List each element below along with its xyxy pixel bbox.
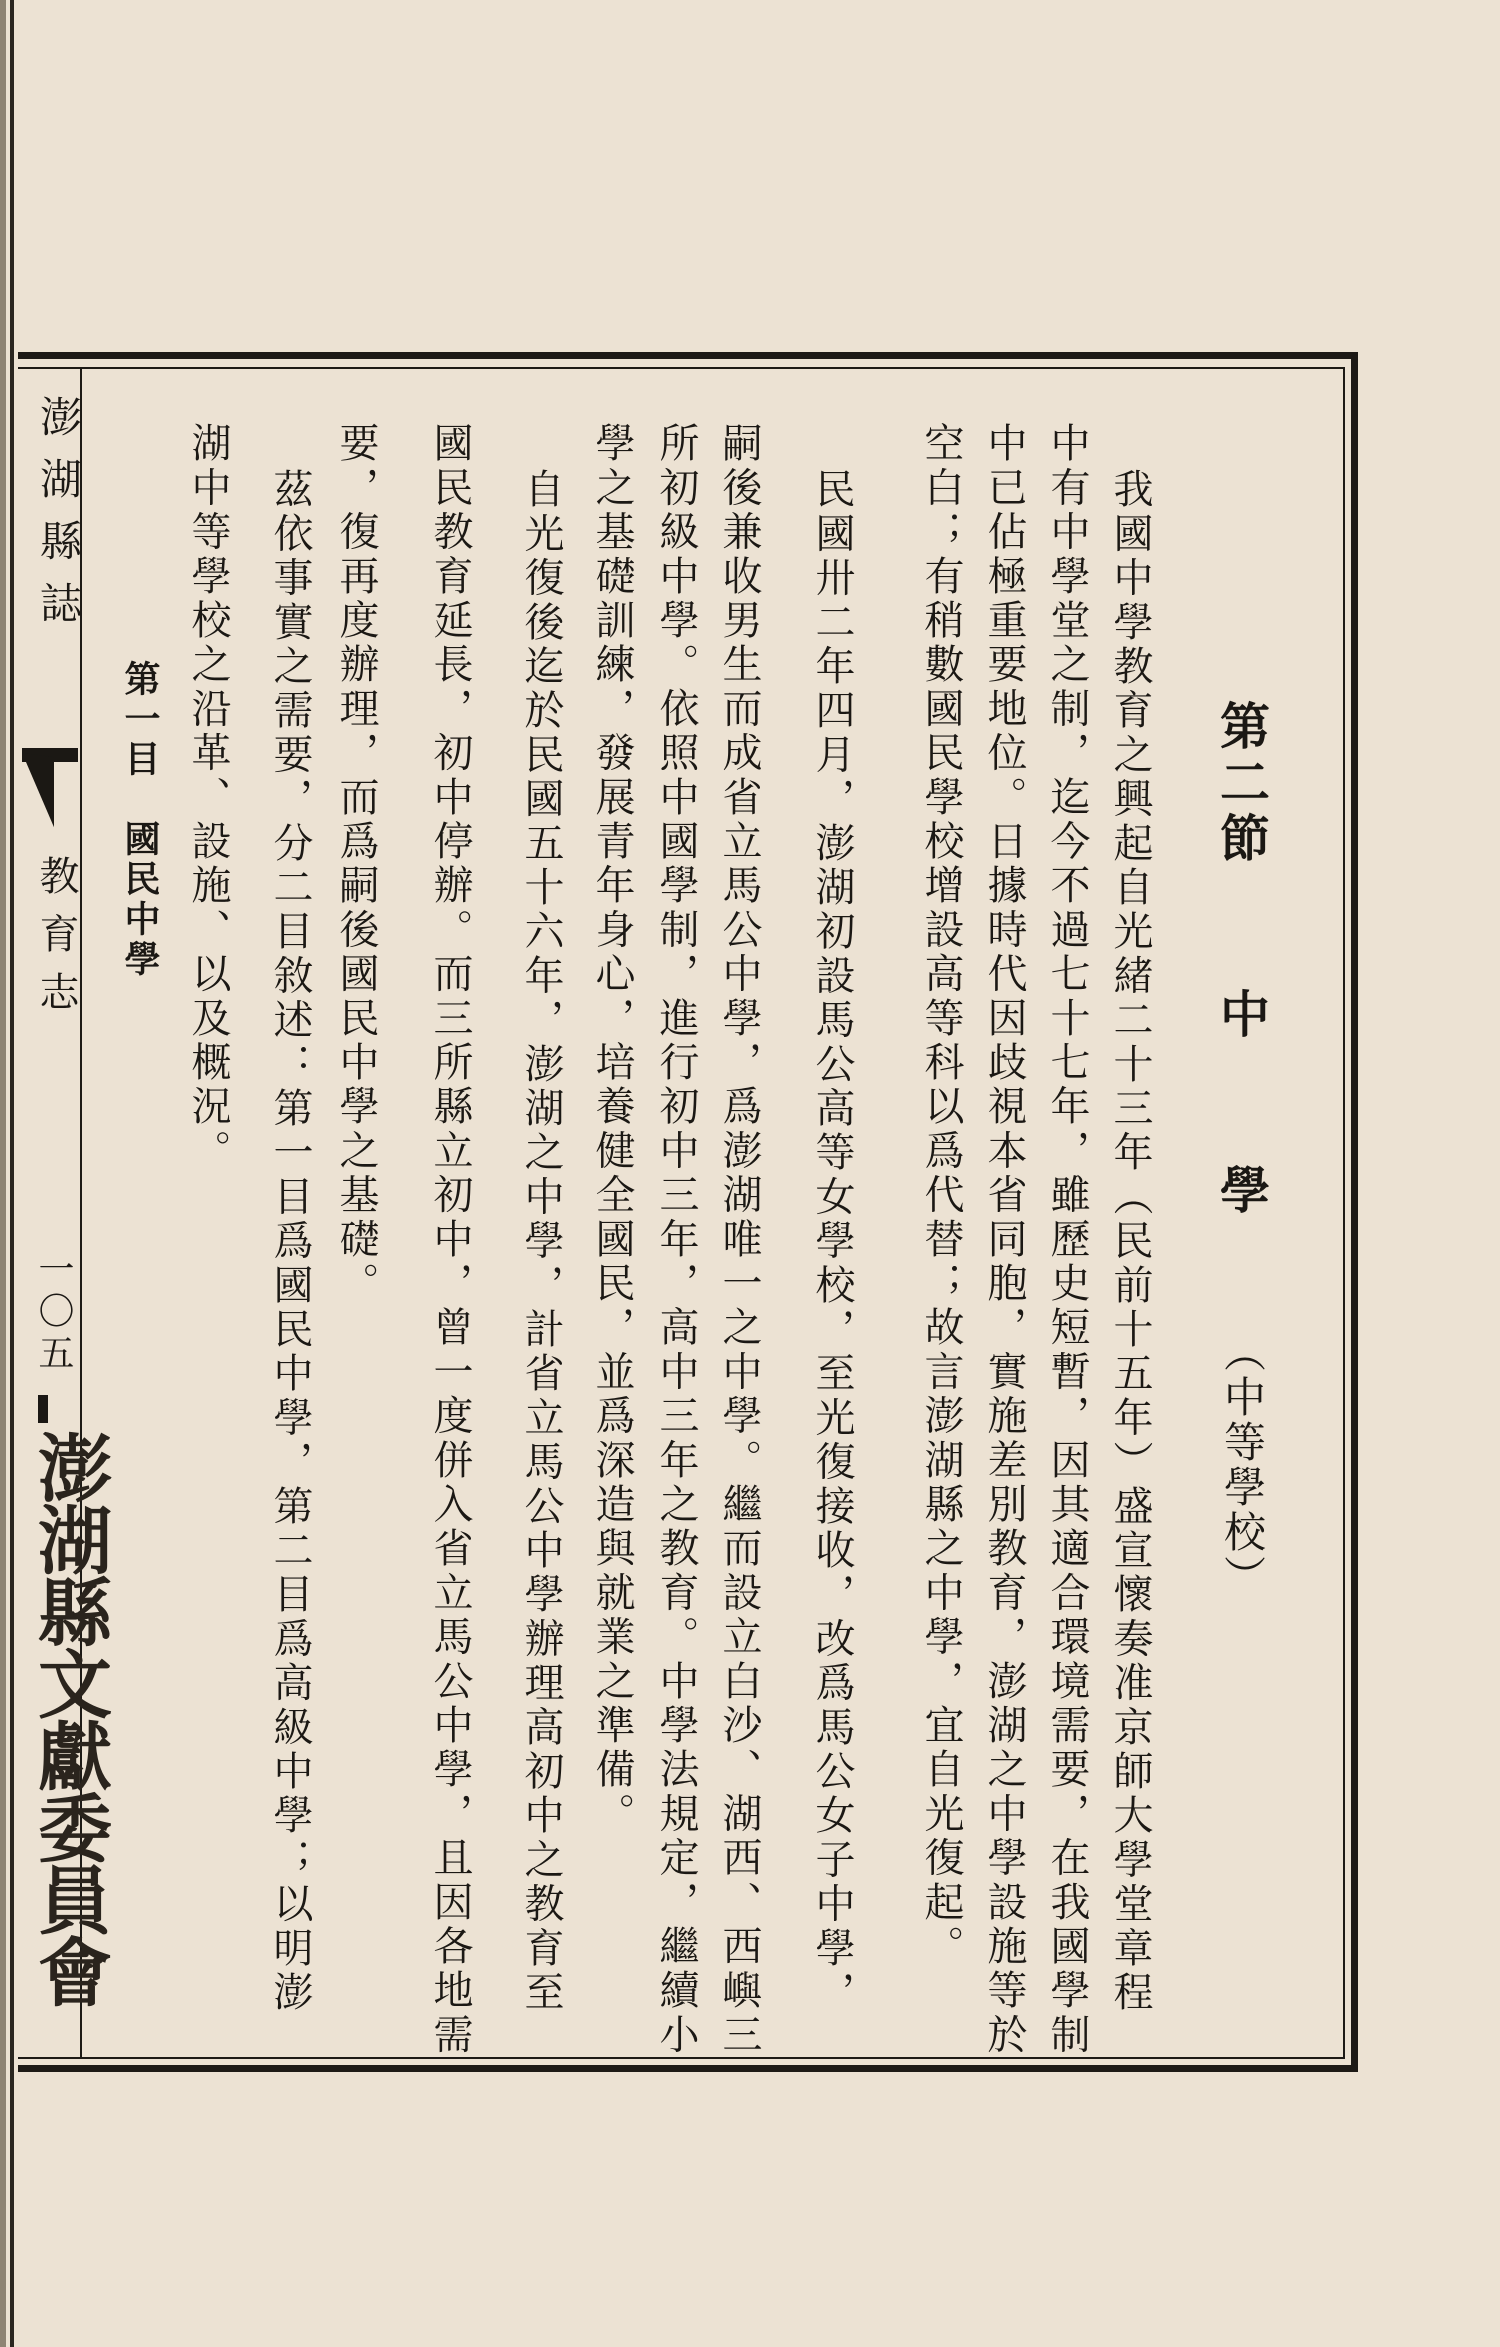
- section-title-main: 第二節: [1212, 700, 1271, 868]
- body-column-9: 自光復後迄於民國五十六年，澎湖之中學，計省立馬公中學辦理高初中之教育至: [518, 468, 564, 2015]
- section-title-char-2: 學: [1212, 1164, 1271, 1220]
- body-column-13: 湖中等學校之沿革、設施、以及概況。: [185, 422, 231, 1174]
- chapter-marker-icon: [22, 753, 54, 827]
- body-column-11: 要，復再度辦理，而爲嗣後國民中學之基礎。: [333, 422, 379, 1306]
- book-title: 澎湖縣誌: [34, 395, 83, 643]
- body-column-12: 茲依事實之需要，分二目敘述：第一目爲國民中學，第二目爲高級中學；以明澎: [267, 468, 313, 2015]
- body-column-2: 中有中學堂之制，迄今不過七十七年，雖歷史短暫，因其適合環境需要，在我國學制: [1044, 422, 1090, 2058]
- body-column-1: 我國中學教育之興起自光緒二十三年（民前十五年）盛宣懷奏准京師大學堂章程: [1107, 468, 1153, 2015]
- section-subtitle: （中等學校）: [1218, 1330, 1267, 1600]
- body-column-4: 空白；有稍數國民學校增設高等科以爲代替；故言澎湖縣之中學，宜自光復起。: [918, 422, 964, 1969]
- body-column-5: 民國卅二年四月，澎湖初設馬公高等女學校，至光復接收，改爲馬公女子中學，: [809, 468, 855, 2015]
- body-column-7: 所初級中學。依照中國學制，進行初中三年，高中三年之教育。中學法規定，繼續小: [653, 422, 699, 2058]
- section-title: [1205, 700, 1277, 1220]
- body-column-3: 中已佔極重要地位。日據時代因歧視本省同胞，實施差別教育，澎湖之中學設施等於: [981, 422, 1027, 2058]
- page-number: 一〇五: [33, 1250, 74, 1376]
- binding-shadow: [0, 0, 6, 2347]
- page-number-dash: [38, 1395, 48, 1423]
- section-title-char-1: 中: [1212, 988, 1271, 1044]
- subsection-heading: 第一目 國民中學: [119, 660, 161, 980]
- binding-edge: [10, 0, 14, 2347]
- body-column-6: 嗣後兼收男生而成省立馬公中學，爲澎湖唯一之中學。繼而設立白沙、湖西、西嶼三: [716, 422, 762, 2058]
- body-column-8: 學之基礎訓練，發展青年身心，培養健全國民，並爲深造與就業之準備。: [589, 422, 635, 1837]
- chapter-name: 教育志: [33, 855, 79, 1029]
- publisher-name: 澎湖縣文獻委員會: [26, 1430, 112, 2006]
- body-column-10: 國民教育延長，初中停辦。而三所縣立初中，曾一度併入省立馬公中學，且因各地需: [427, 422, 473, 2058]
